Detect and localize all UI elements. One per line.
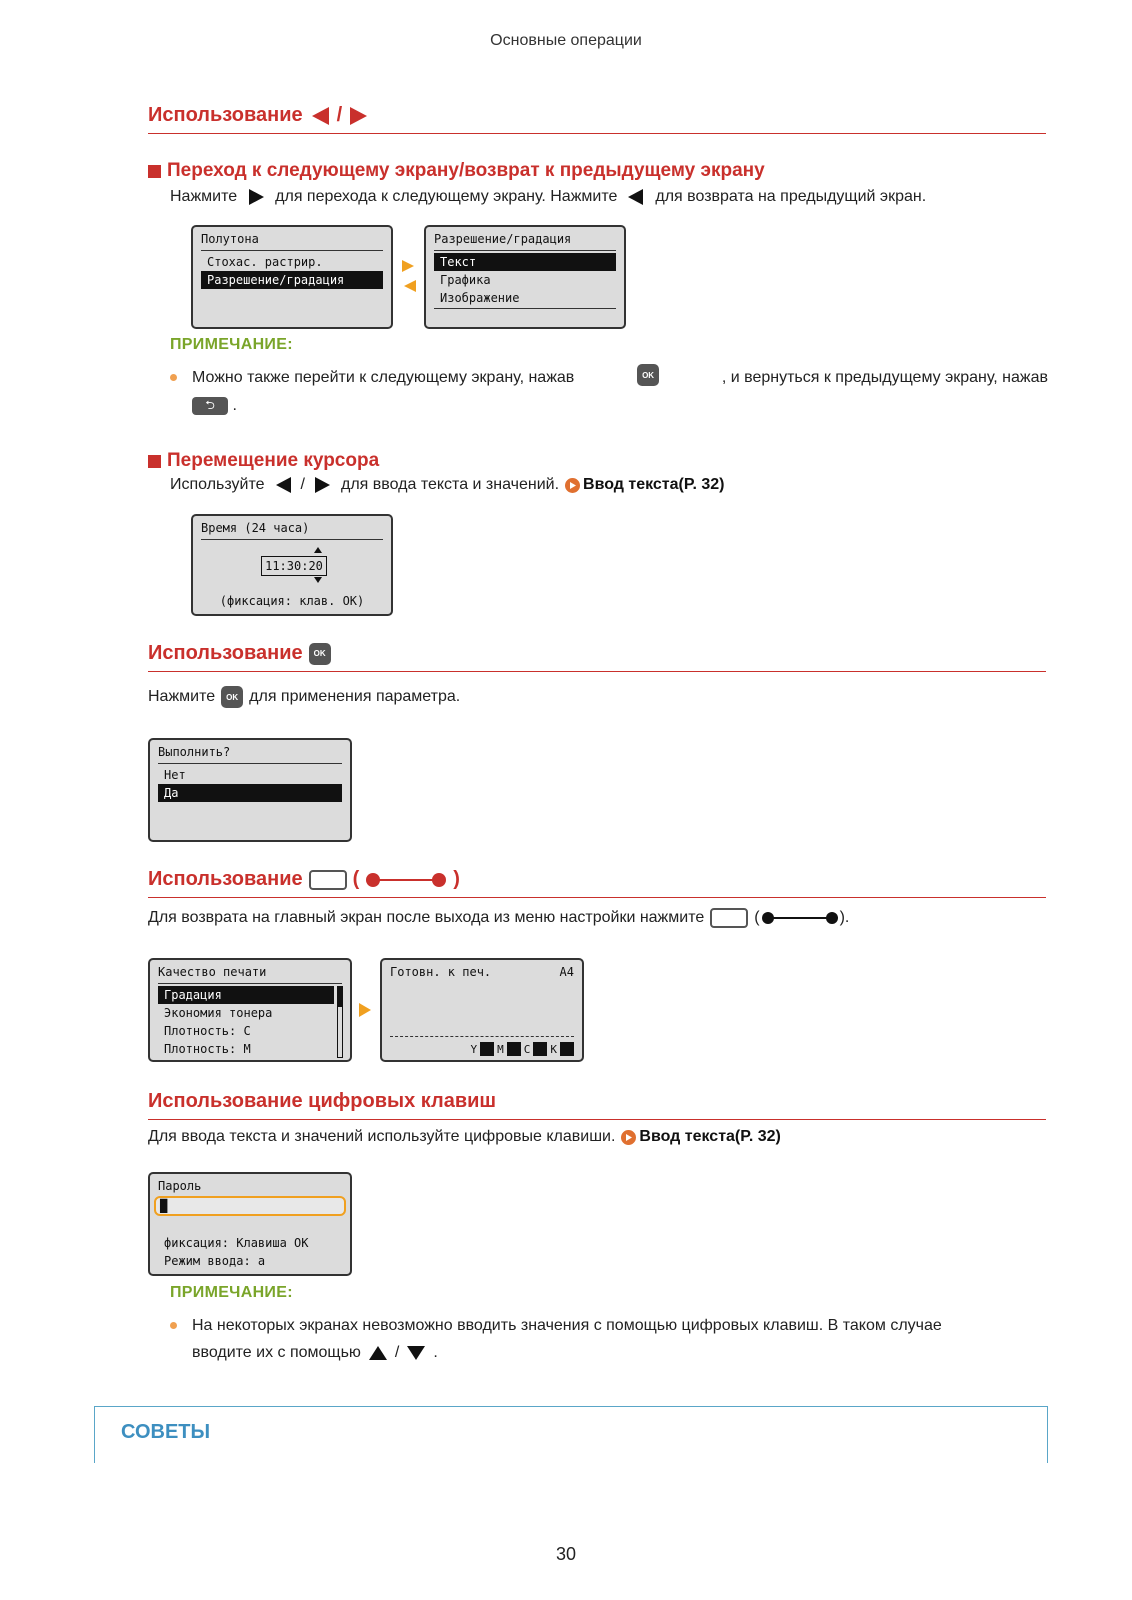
text-prev: для возврата на предыдущий экран.: [655, 188, 927, 205]
heading-text: Использование: [148, 104, 303, 126]
note-sep: /: [394, 1344, 400, 1361]
tips-title: СОВЕТЫ: [121, 1421, 211, 1443]
toner-label: C: [523, 1042, 531, 1056]
home-indicator-icon: [365, 870, 447, 890]
tips-box: [94, 1406, 1048, 1463]
lcd-row: Графика: [440, 273, 491, 287]
note-label: ПРИМЕЧАНИЕ:: [170, 1284, 293, 1301]
home-indicator-icon: [760, 910, 840, 926]
toner-label: K: [550, 1042, 557, 1056]
note-text-part: вводите их с помощью: [192, 1344, 361, 1361]
lcd-title: Выполнить?: [158, 745, 231, 759]
lcd-screen-home: [380, 958, 584, 1062]
toner-icon: [533, 1042, 547, 1056]
left-key-icon: [623, 188, 649, 206]
down-key-icon: [405, 1344, 427, 1362]
square-bullet-icon: [148, 455, 161, 468]
section-heading-home: [148, 868, 1046, 898]
square-bullet-icon: [148, 165, 161, 178]
navigation-arrows-icon: [400, 258, 418, 294]
lcd-screen-time: [191, 514, 393, 616]
text-next: для перехода к следующему экрану. Нажмите: [275, 188, 618, 205]
lcd-title: Пароль: [158, 1179, 202, 1193]
lcd-title: Время (24 часа): [201, 521, 310, 535]
lcd-screen-halftones: [191, 225, 393, 329]
section-heading-arrows: [148, 104, 1046, 134]
subheading-cursor: [148, 450, 379, 472]
text-sep: /: [300, 476, 305, 493]
heading-text: Использование цифровых клавиш: [148, 1090, 497, 1112]
toner-label: M: [497, 1042, 504, 1056]
lcd-row: Плотность: C: [164, 1024, 251, 1038]
heading-text: Использование: [148, 868, 303, 890]
section-heading-numeric: [148, 1090, 1046, 1120]
paper-size: A4: [559, 965, 574, 979]
up-indicator-icon: [313, 546, 323, 554]
toner-icon: [480, 1042, 494, 1056]
toner-icon: [560, 1042, 574, 1056]
lcd-screen-resolution: [424, 225, 626, 329]
lcd-row: Нет: [164, 768, 186, 782]
lcd-row-selected: Текст: [434, 253, 616, 271]
note-text-part: .: [433, 1344, 438, 1361]
right-arrow-icon: [348, 106, 370, 126]
heading-sep: /: [336, 104, 343, 126]
lcd-row: Режим ввода: a: [164, 1254, 266, 1268]
lcd-row-selected: Да: [158, 784, 342, 802]
paren-close: ): [453, 868, 460, 890]
paragraph-next-prev: [170, 188, 926, 206]
text-desc: для ввода текста и значений.: [340, 476, 560, 493]
lcd-row-selected: Градация: [158, 986, 334, 1004]
left-arrow-icon: [309, 106, 331, 126]
lcd-row: Экономия тонера: [164, 1006, 273, 1020]
lcd-footer: (фиксация: клав. OK): [219, 594, 365, 608]
bullet-icon: [170, 1322, 177, 1329]
text-use: Используйте: [170, 476, 265, 493]
left-key-icon: [271, 476, 295, 494]
password-input: [154, 1196, 346, 1216]
down-indicator-icon: [313, 576, 323, 584]
page-number: 30: [555, 1544, 577, 1564]
toner-label: Y: [470, 1042, 478, 1056]
lcd-title: Разрешение/градация: [434, 232, 572, 246]
paren-open: (: [352, 868, 360, 890]
xref-text: Ввод текста(P. 32): [583, 476, 725, 493]
ok-key-icon: OK: [221, 686, 243, 708]
note-text-part: .: [232, 397, 237, 414]
lcd-scrollbar: [337, 986, 343, 1058]
toner-indicators: [471, 1042, 575, 1056]
note-label: ПРИМЕЧАНИЕ:: [170, 336, 293, 353]
subheading-text: Переход к следующему экрану/возврат к предыдущему экрану: [167, 160, 765, 181]
right-key-icon: [243, 188, 269, 206]
lcd-row: Плотность: M: [164, 1042, 251, 1056]
section-heading-ok: [148, 642, 1046, 672]
lcd-screen-print-quality: [148, 958, 352, 1062]
text-apply: для применения параметра.: [249, 688, 461, 705]
text-paren: ).: [839, 909, 850, 926]
xref-link[interactable]: [621, 1128, 780, 1146]
lcd-title: Полутона: [201, 232, 259, 246]
link-arrow-icon: [565, 478, 580, 493]
text-cursor: █: [160, 1199, 168, 1213]
heading-text: Использование: [148, 642, 303, 664]
paragraph-numeric: [148, 1128, 781, 1146]
lcd-screen-password: [148, 1172, 352, 1276]
home-key-icon: [309, 870, 347, 890]
home-key-icon: [710, 908, 748, 928]
paragraph-cursor: [170, 476, 725, 494]
subheading-next-prev: [148, 160, 765, 182]
right-key-icon: [311, 476, 335, 494]
lcd-title: Готовн. к печ.: [390, 965, 492, 979]
lcd-screen-confirm: [148, 738, 352, 842]
lcd-row-selected: Разрешение/градация: [201, 271, 383, 289]
lcd-row: Стохас. растрир.: [207, 255, 323, 269]
lcd-title: Качество печати: [158, 965, 267, 979]
next-arrow-icon: [358, 1002, 372, 1018]
xref-link[interactable]: [565, 476, 724, 494]
paragraph-home: [148, 908, 849, 928]
text-press: Нажмите: [148, 688, 216, 705]
ok-key-icon: OK: [309, 643, 331, 665]
lcd-row: Изображение: [440, 291, 520, 305]
text-numeric: Для ввода текста и значений используйте цифровые клавиши.: [148, 1128, 616, 1145]
lcd-row: фиксация: Клавиша OK: [164, 1236, 309, 1250]
toner-icon: [507, 1042, 521, 1056]
paragraph-ok: [148, 686, 460, 708]
note-text-part: Можно также перейти к следующему экрану, нажав: [192, 369, 575, 386]
bullet-icon: [170, 374, 177, 381]
note-text-part: , и вернуться к предыдущему экрану, нажав: [721, 369, 1048, 386]
xref-text: Ввод текста(P. 32): [639, 1128, 781, 1145]
text-paren: (: [754, 909, 760, 926]
up-key-icon: [367, 1344, 389, 1362]
running-header: Основные операции: [490, 32, 642, 49]
text-press: Нажмите: [170, 188, 238, 205]
ok-key-icon: OK: [637, 364, 659, 386]
text-home: Для возврата на главный экран после выхода из меню настройки нажмите: [148, 909, 705, 926]
note-text-part: На некоторых экранах невозможно вводить значения с помощью цифровых клавиш. В таком случае: [192, 1317, 942, 1334]
subheading-text: Перемещение курсора: [167, 450, 380, 471]
back-key-icon: ⮌: [192, 397, 228, 415]
link-arrow-icon: [621, 1130, 636, 1145]
time-value-field: 11:30:20: [261, 556, 327, 576]
